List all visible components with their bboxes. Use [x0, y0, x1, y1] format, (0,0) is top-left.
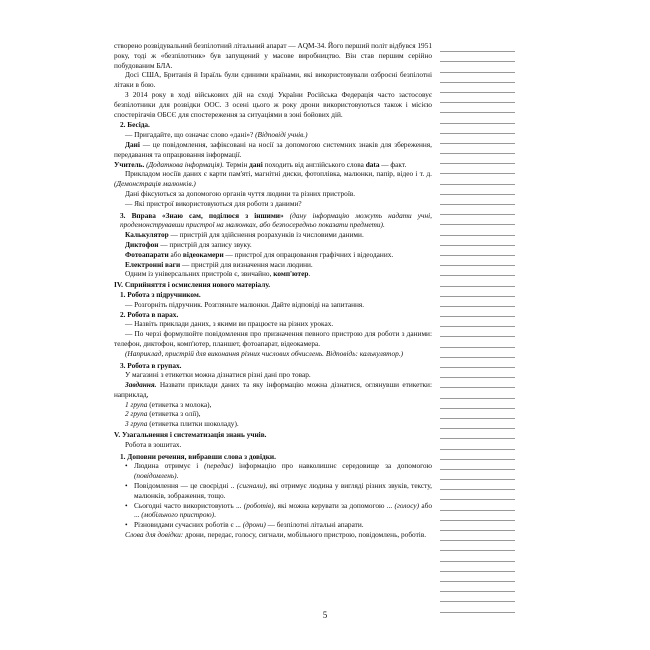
margin-notes-lines — [440, 42, 515, 613]
task: Завдання. Назвати приклади даних та яку інформацію можна дізнатися, оглянувши етикетки: наприклад, — [114, 380, 432, 399]
section-heading: V. Узагальнення і систематизація знань учнів. — [114, 430, 267, 440]
note-line — [440, 470, 515, 480]
bullet-item: • Сьогодні часто використовують ... (роботів), які можна керувати за допомогою ... (голосу) або ... (мобільного пристрою). — [125, 500, 432, 520]
paragraph: — По черзі формулюйте повідомлення про призначення певного пристрою для роботи з даними: телефон, диктофон, комп'ютер, планшет, фотоапарат, відеокамера. — [114, 329, 432, 348]
note-line — [440, 317, 515, 327]
note-line — [440, 287, 515, 297]
note-line — [440, 225, 515, 235]
paragraph: Прикладом носіїв даних є карти пам'яті, магнітні диски, фотоплівка, малюнки, папір, відео і т. д. (Демонстрація малюнків.) — [114, 169, 432, 189]
note-line — [440, 93, 515, 103]
note-line — [440, 490, 515, 500]
note-line — [440, 113, 515, 123]
paragraph: З 2014 року в ході військових дій на сході України Російська Федерація часто застосовує безпілотники для розвідки ООС. З осені цього ж року дрони використовуються також і місією спостерігачів ОБСЄ для спостереження за ситуаціями в зоні бойових дій. — [114, 89, 432, 119]
paragraph: У магазині з етикетки можна дізнатися різні дані про товар. — [125, 370, 311, 380]
section-heading: IV. Сприйняття і осмислення нового матеріалу. — [114, 280, 271, 290]
note-line — [440, 83, 515, 93]
note-line — [440, 572, 515, 582]
group-item: 2 група (етикетка з олії), — [125, 409, 201, 419]
note-line — [440, 103, 515, 113]
note-line — [440, 399, 515, 409]
group-item: 3 група (етикетка плитки шоколаду). — [125, 419, 239, 429]
note: (Наприклад, пристрій для виконання різних числових обчислень. Відповідь: калькулятор.) — [125, 348, 403, 358]
subsection-heading: 1. Робота з підручником. — [120, 289, 201, 299]
paragraph: — Розгорніть підручник. Розгляньте малюнки. Дайте відповіді на запитання. — [125, 299, 365, 309]
bullet-mark: • — [125, 461, 128, 471]
bullet-item: • Людина отримує і (передає) інформацію про навколишнє середовище за допомогою (повідомлень). — [125, 461, 432, 481]
note-line — [440, 236, 515, 246]
note-line — [440, 73, 515, 83]
device-item: Калькулятор — пристрій для здійснення розрахунків із числовими даними. — [125, 230, 364, 240]
note-line — [440, 409, 515, 419]
note-line — [440, 348, 515, 358]
note-line — [440, 266, 515, 276]
note-line — [440, 551, 515, 561]
note-line — [440, 42, 515, 52]
note-line — [440, 134, 515, 144]
note-line — [440, 531, 515, 541]
bullet-item: • Різновидами сучасних роботів є ... (дрони) — безпілотні літальні апарати. — [125, 520, 364, 530]
subsection-heading: 1. Доповни речення, вибравши слова з довідки. — [120, 451, 276, 461]
note-line — [440, 500, 515, 510]
note-line — [440, 388, 515, 398]
note-line — [440, 174, 515, 184]
note-line — [440, 276, 515, 286]
bullet-mark: • — [125, 481, 128, 491]
note-line — [440, 215, 515, 225]
note-line — [440, 521, 515, 531]
word-bank: Слова для довідки: дрони, передає, голосу, сигнали, мобільного пристрою, повідомлень, роботів. — [125, 530, 427, 540]
note-line — [440, 582, 515, 592]
note-line — [440, 368, 515, 378]
main-text-column — [114, 41, 432, 540]
bullet-mark: • — [125, 520, 128, 530]
note-line — [440, 62, 515, 72]
page-number: 5 — [322, 610, 328, 620]
paragraph: Робота в зошитах. — [125, 439, 182, 449]
note-line — [440, 358, 515, 368]
note-line — [440, 460, 515, 470]
note-line — [440, 256, 515, 266]
note-line — [440, 439, 515, 449]
note-line — [440, 144, 515, 154]
note-line — [440, 307, 515, 317]
note-line — [440, 419, 515, 429]
bullet-item: • Повідомлення — це своєрідні .. (сигнали), які отримує людина у вигляді різних звуків, тексту, малюнків, зображення, тощо. — [125, 481, 432, 500]
paragraph: — Назвіть приклади даних, з якими ви працюєте на різних уроках. — [125, 319, 334, 329]
subsection-heading: 3. Робота в групах. — [120, 360, 182, 370]
note-line — [440, 246, 515, 256]
paragraph: — Які пристрої використовуються для роботи з даними? — [125, 198, 302, 208]
note-line — [440, 327, 515, 337]
note-line — [440, 378, 515, 388]
group-item: 1 група (етикетка з молока), — [125, 399, 212, 409]
note-line — [440, 541, 515, 551]
paragraph: Дані фіксуються за допомогою органів чуття людини та різних пристроїв. — [125, 188, 356, 198]
fill-in-list — [114, 461, 432, 530]
note-line — [440, 562, 515, 572]
note-line — [440, 511, 515, 521]
device-item: Диктофон — пристрій для запису звуку. — [125, 239, 252, 249]
note-line — [440, 480, 515, 490]
definition: Дані — це повідомлення, зафіксовані на носії за допомогою системних знаків для збереження, передавання та опрацювання інформації. — [114, 139, 432, 159]
note-line — [440, 154, 515, 164]
paragraph: Учитель. (Додаткова інформація). Термін дані походить від англійського слова data — факт. — [114, 159, 407, 169]
section-heading: 2. Бесіда. — [120, 120, 150, 130]
paragraph: Досі США, Британія й Ізраїль були єдиними країнами, які використовували озброєні безпілотні літаки в бою. — [114, 70, 432, 90]
device-item: Електронні ваги — пристрій для визначення маси людини. — [125, 259, 313, 269]
note-line — [440, 429, 515, 439]
bullet-mark: • — [125, 500, 128, 510]
paragraph: створено розвідувальний безпілотний літальний апарат — AQM-34. Його перший політ відбувся 1951 року, тоді ж «безпілотник» був запущений у масове виробництво. Він став першим серійно побудованим БЛА. — [114, 41, 432, 70]
paragraph: — Пригадайте, що означає слово «дані»? (Відповіді учнів.) — [125, 130, 308, 140]
note-line — [440, 205, 515, 215]
note-line — [440, 297, 515, 307]
note-line — [440, 124, 515, 134]
note-line — [440, 164, 515, 174]
note-line — [440, 450, 515, 460]
note-line — [440, 337, 515, 347]
note-line — [440, 185, 515, 195]
note-line — [440, 52, 515, 62]
device-item: Фотоапарати або відеокамери — пристрої для опрацювання графічних і відеоданих. — [125, 249, 394, 259]
exercise-heading: 3. Вправа «Знаю сам, поділюся з іншими» (дану інформацію можуть надати учні, продемонструвавши пристрої на малюнках, або безпосередньо показати предмети). — [120, 210, 432, 230]
note-line — [440, 195, 515, 205]
paragraph: Одним із універсальних пристроїв є, звичайно, комп'ютер. — [125, 269, 311, 279]
subsection-heading: 2. Робота в парах. — [120, 309, 179, 319]
note-line — [440, 592, 515, 602]
